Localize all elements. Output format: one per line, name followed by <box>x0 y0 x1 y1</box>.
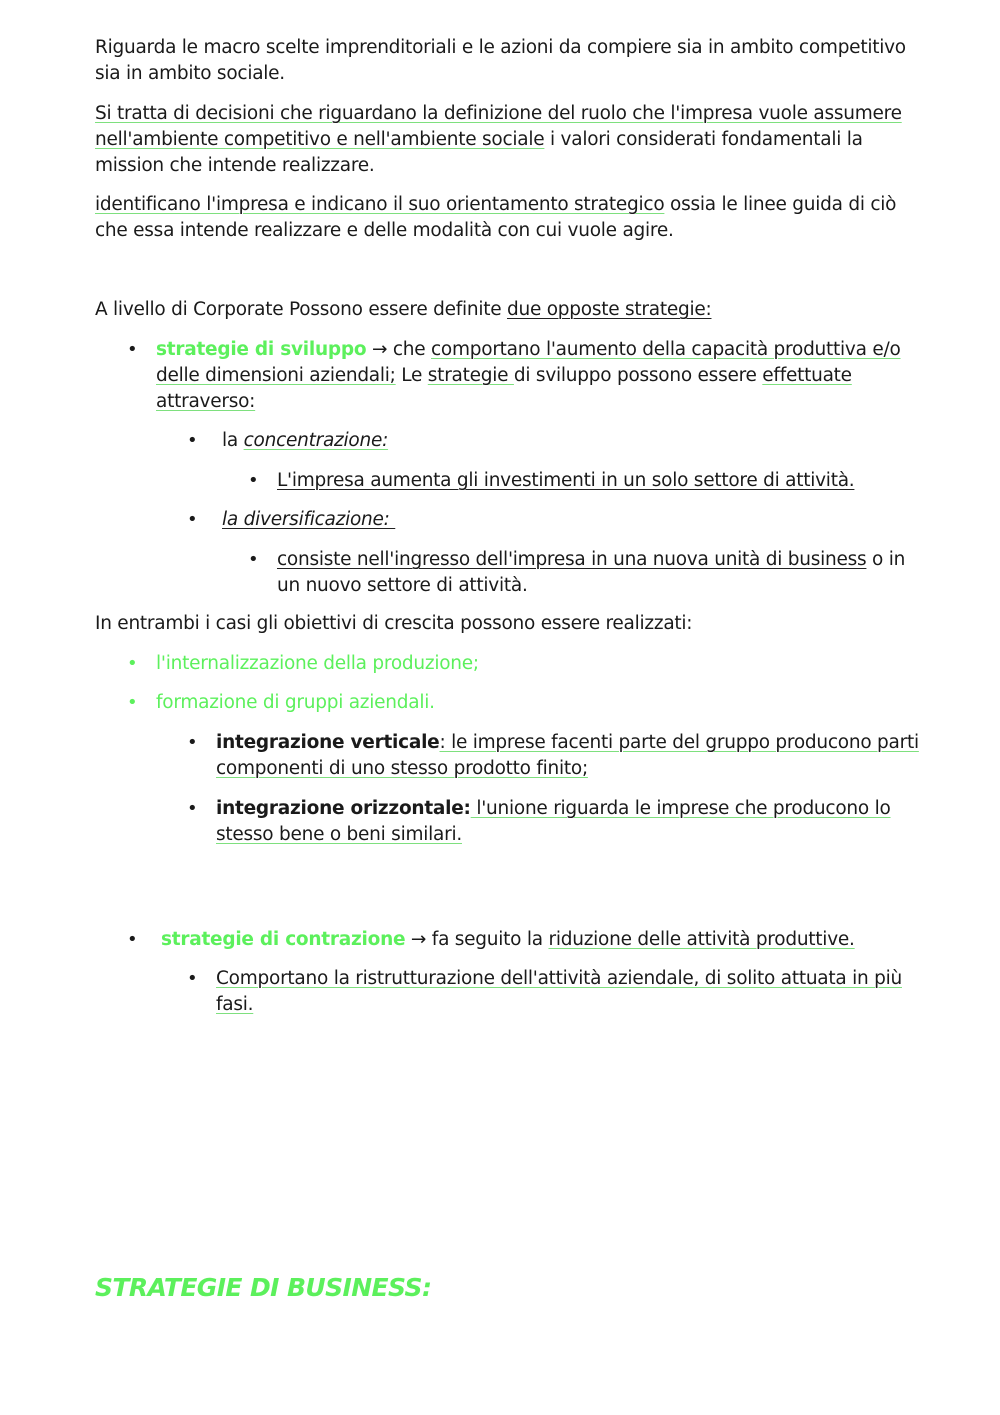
list-item-internalizzazione <box>156 651 926 677</box>
contrazione-desc: riduzione delle attività produttive. <box>548 929 855 950</box>
diversificazione-rest: o in un nuovo settore di attività. <box>277 549 906 596</box>
internalizzazione-text: l'internalizzazione della produzione; <box>156 653 479 674</box>
gruppi-text: formazione di gruppi aziendali. <box>156 692 435 713</box>
bullet-dot: • <box>127 653 138 674</box>
orizzontale-desc: l'unione riguarda le imprese che producono lo stesso bene o beni similari. <box>216 798 891 845</box>
concentrazione-pre: la <box>222 430 244 451</box>
crescita-paragraph <box>95 611 925 637</box>
bullet-dot: • <box>187 732 198 753</box>
bullet-dot: • <box>248 470 259 491</box>
verticale-term: integrazione verticale <box>216 732 440 753</box>
list-item-integrazione-verticale <box>216 730 926 782</box>
sviluppo-end: effettuate attraverso: <box>156 365 852 412</box>
contrazione-arrow: → fa seguito la <box>405 929 549 950</box>
orizzontale-term: integrazione orizzontale: <box>216 798 471 819</box>
bullet-dot: • <box>187 430 198 451</box>
corporate-paragraph <box>95 297 925 323</box>
diversificazione-term: la diversificazione: <box>222 509 396 530</box>
list-item-contrazione <box>161 927 926 953</box>
orientation-rest: ossia le linee guida di ciò che essa intende realizzare e delle modalità con cui vuole agire. <box>95 194 897 241</box>
contrazione-detail: Comportano la ristrutturazione dell'attività aziendale, di solito attuata in più fasi. <box>216 968 902 1015</box>
list-item-diversificazione <box>222 507 922 533</box>
concentrazione-term: concentrazione: <box>243 430 389 451</box>
list-item-concentrazione-detail <box>277 468 927 494</box>
sviluppo-strategie: strategie <box>427 365 514 386</box>
section-heading: STRATEGIE DI BUSINESS: <box>95 1273 432 1302</box>
corporate-underlined: due opposte strategie: <box>507 299 712 320</box>
list-item-concentrazione <box>222 428 922 454</box>
bullet-dot: • <box>127 692 138 713</box>
sviluppo-term: strategie di sviluppo <box>156 339 367 360</box>
contrazione-term: strategie di contrazione <box>161 929 406 950</box>
list-item-contrazione-detail <box>216 966 926 1018</box>
sviluppo-arrow: → che <box>366 339 431 360</box>
decisions-underlined: Si tratta di decisioni che riguardano la definizione del ruolo che l'impresa vuole assumere nell'ambiente competitivo e nell'ambiente sociale <box>95 103 902 150</box>
bullet-dot: • <box>187 968 198 989</box>
bullet-dot: • <box>127 929 138 950</box>
sviluppo-rest: di sviluppo possono essere <box>513 365 763 386</box>
list-item-gruppi <box>156 690 926 716</box>
bullet-dot: • <box>187 798 198 819</box>
sviluppo-desc: comportano l'aumento della capacità produttiva e/o delle dimensioni aziendali; <box>156 339 901 386</box>
concentrazione-detail: L'impresa aumenta gli investimenti in un solo settore di attività. <box>277 470 855 491</box>
verticale-desc: : le imprese facenti parte del gruppo producono parti componenti di uno stesso prodotto finito; <box>216 732 919 779</box>
bullet-dot: • <box>127 339 138 360</box>
decisions-rest: i valori considerati fondamentali la mission che intende realizzare. <box>95 129 863 176</box>
orientation-underlined: identificano l'impresa e indicano il suo orientamento strategico <box>95 194 665 215</box>
list-item-diversificazione-detail <box>277 547 927 599</box>
orientation-paragraph <box>95 192 925 244</box>
intro-paragraph <box>95 35 925 87</box>
corporate-text: A livello di Corporate Possono essere definite <box>95 299 507 320</box>
crescita-text: In entrambi i casi gli obiettivi di crescita possono essere realizzati: <box>95 613 693 634</box>
diversificazione-detail: consiste nell'ingresso dell'impresa in una nuova unità di business <box>277 549 867 570</box>
intro-text: Riguarda le macro scelte imprenditoriali e le azioni da compiere sia in ambito competitivo sia in ambito sociale. <box>95 37 906 84</box>
list-item-integrazione-orizzontale <box>216 796 926 848</box>
bullet-dot: • <box>248 549 259 570</box>
list-item-sviluppo <box>156 337 926 415</box>
decisions-paragraph <box>95 101 925 179</box>
sviluppo-mid: Le <box>395 365 428 386</box>
bullet-dot: • <box>187 509 198 530</box>
